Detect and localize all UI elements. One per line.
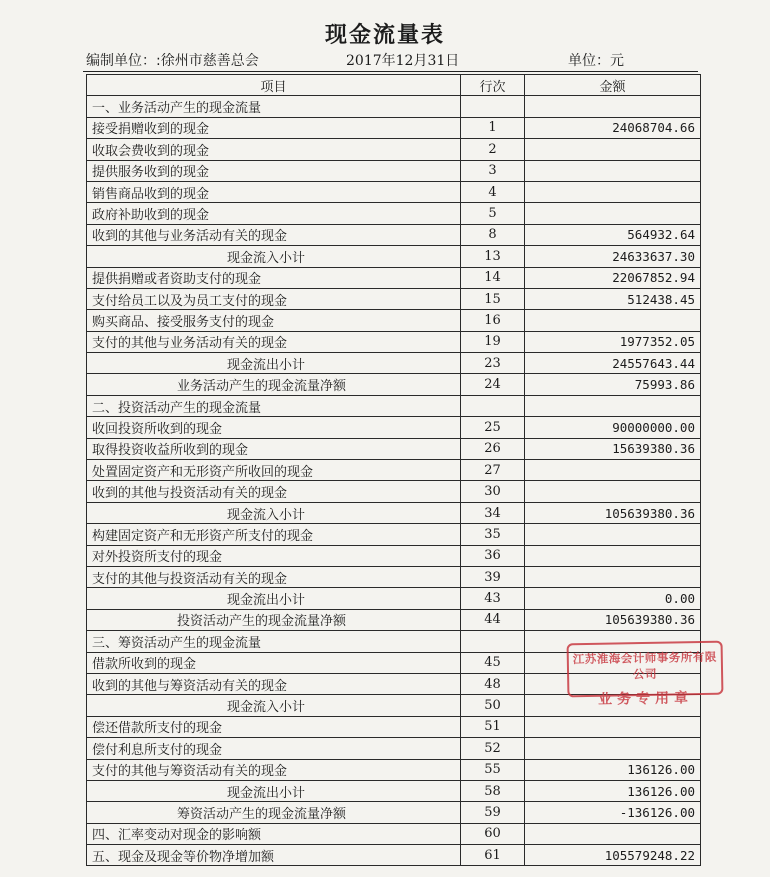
- row-line-number: 13: [461, 246, 525, 267]
- row-amount: [525, 524, 701, 545]
- row-line-number: 16: [461, 310, 525, 331]
- row-line-number: 15: [461, 288, 525, 309]
- row-line-number: 39: [461, 566, 525, 587]
- table-row: [87, 460, 701, 481]
- row-amount: 24633637.30: [525, 246, 701, 267]
- row-item-label: 三、筹资活动产生的现金流量: [87, 631, 461, 652]
- row-line-number: 45: [461, 652, 525, 673]
- row-line-number: 5: [461, 203, 525, 224]
- table-header-row: [87, 75, 701, 96]
- row-item-label: 收到的其他与业务活动有关的现金: [87, 224, 461, 245]
- row-item-label: 收到的其他与投资活动有关的现金: [87, 481, 461, 502]
- table-row: [87, 160, 701, 181]
- row-amount: [525, 460, 701, 481]
- row-line-number: 19: [461, 331, 525, 352]
- row-item-label: 支付给员工以及为员工支付的现金: [87, 288, 461, 309]
- row-amount: 105579248.22: [525, 845, 701, 866]
- table-row: [87, 374, 701, 395]
- row-amount: 75993.86: [525, 374, 701, 395]
- row-amount: 0.00: [525, 588, 701, 609]
- report-date: 2017年12月31日: [346, 53, 460, 69]
- row-line-number: 55: [461, 759, 525, 780]
- row-amount: 564932.64: [525, 224, 701, 245]
- table-row: [87, 588, 701, 609]
- table-row: [87, 759, 701, 780]
- stamp-purpose: 业务专用章: [597, 690, 694, 708]
- table-row: [87, 417, 701, 438]
- row-amount: 105639380.36: [525, 502, 701, 523]
- row-line-number: [461, 96, 525, 117]
- row-line-number: [461, 395, 525, 416]
- row-item-label: 对外投资所支付的现金: [87, 545, 461, 566]
- table-row: [87, 802, 701, 823]
- row-item-label: 现金流入小计: [87, 246, 461, 267]
- row-item-label: 借款所收到的现金: [87, 652, 461, 673]
- row-line-number: 34: [461, 502, 525, 523]
- table-row: [87, 224, 701, 245]
- row-item-label: 提供服务收到的现金: [87, 160, 461, 181]
- table-row: [87, 181, 701, 202]
- table-row: [87, 738, 701, 759]
- row-amount: 22067852.94: [525, 267, 701, 288]
- row-item-label: 偿还借款所支付的现金: [87, 716, 461, 737]
- table-row: [87, 353, 701, 374]
- table-row: [87, 438, 701, 459]
- currency-unit: 单位：元: [568, 53, 624, 69]
- row-amount: 136126.00: [525, 759, 701, 780]
- row-line-number: 50: [461, 695, 525, 716]
- row-item-label: 销售商品收到的现金: [87, 181, 461, 202]
- table-row: [87, 267, 701, 288]
- row-amount: [525, 181, 701, 202]
- table-row: [87, 288, 701, 309]
- row-item-label: 购买商品、接受服务支付的现金: [87, 310, 461, 331]
- row-line-number: 36: [461, 545, 525, 566]
- row-line-number: 26: [461, 438, 525, 459]
- table-row: [87, 609, 701, 630]
- row-item-label: 接受捐赠收到的现金: [87, 117, 461, 138]
- row-item-label: 收回投资所收到的现金: [87, 417, 461, 438]
- table-row: [87, 203, 701, 224]
- table-row: [87, 117, 701, 138]
- row-item-label: 现金流入小计: [87, 695, 461, 716]
- row-line-number: 51: [461, 716, 525, 737]
- row-amount: [525, 481, 701, 502]
- row-line-number: 43: [461, 588, 525, 609]
- row-item-label: 取得投资收益所收到的现金: [87, 438, 461, 459]
- row-amount: 24557643.44: [525, 353, 701, 374]
- company-seal-stamp: [567, 641, 724, 708]
- reporting-entity: 编制单位：:徐州市慈善总会: [86, 53, 259, 69]
- row-line-number: 3: [461, 160, 525, 181]
- row-line-number: 48: [461, 673, 525, 694]
- row-amount: [525, 738, 701, 759]
- row-amount: 24068704.66: [525, 117, 701, 138]
- row-item-label: 现金流出小计: [87, 780, 461, 801]
- row-amount: [525, 545, 701, 566]
- cash-flow-table: [86, 74, 701, 866]
- row-line-number: 2: [461, 139, 525, 160]
- row-item-label: 偿付利息所支付的现金: [87, 738, 461, 759]
- row-item-label: 现金流出小计: [87, 588, 461, 609]
- row-line-number: 14: [461, 267, 525, 288]
- stamp-company-name: 江苏淮海会计师事务所有限公司: [572, 649, 717, 682]
- row-line-number: 8: [461, 224, 525, 245]
- row-line-number: 35: [461, 524, 525, 545]
- table-row: [87, 823, 701, 844]
- table-row: [87, 395, 701, 416]
- row-amount: 136126.00: [525, 780, 701, 801]
- table-row: [87, 246, 701, 267]
- row-item-label: 构建固定资产和无形资产所支付的现金: [87, 524, 461, 545]
- table-body: [87, 96, 701, 866]
- row-amount: [525, 160, 701, 181]
- row-amount: [525, 566, 701, 587]
- row-line-number: 25: [461, 417, 525, 438]
- row-item-label: 支付的其他与业务活动有关的现金: [87, 331, 461, 352]
- row-amount: [525, 716, 701, 737]
- row-amount: 105639380.36: [525, 609, 701, 630]
- document-title: 现金流量表: [324, 23, 445, 48]
- table-row: [87, 716, 701, 737]
- header-line-no: 行次: [461, 75, 525, 96]
- table-row: [87, 310, 701, 331]
- row-item-label: 筹资活动产生的现金流量净额: [87, 802, 461, 823]
- header-rule: [83, 71, 698, 72]
- table-row: [87, 502, 701, 523]
- row-amount: [525, 139, 701, 160]
- row-item-label: 处置固定资产和无形资产所收回的现金: [87, 460, 461, 481]
- row-line-number: 61: [461, 845, 525, 866]
- row-amount: [525, 823, 701, 844]
- row-line-number: [461, 631, 525, 652]
- row-line-number: 23: [461, 353, 525, 374]
- table-row: [87, 331, 701, 352]
- row-line-number: 59: [461, 802, 525, 823]
- row-item-label: 支付的其他与投资活动有关的现金: [87, 566, 461, 587]
- row-line-number: 27: [461, 460, 525, 481]
- header-item: 项目: [87, 75, 461, 96]
- row-amount: 15639380.36: [525, 438, 701, 459]
- row-item-label: 收取会费收到的现金: [87, 139, 461, 160]
- table-row: [87, 845, 701, 866]
- row-item-label: 政府补助收到的现金: [87, 203, 461, 224]
- row-line-number: 4: [461, 181, 525, 202]
- header-amount: 金额: [525, 75, 701, 96]
- row-line-number: 60: [461, 823, 525, 844]
- row-item-label: 业务活动产生的现金流量净额: [87, 374, 461, 395]
- row-item-label: 收到的其他与筹资活动有关的现金: [87, 673, 461, 694]
- table-row: [87, 96, 701, 117]
- table-row: [87, 566, 701, 587]
- row-item-label: 五、现金及现金等价物净增加额: [87, 845, 461, 866]
- row-item-label: 支付的其他与筹资活动有关的现金: [87, 759, 461, 780]
- row-line-number: 44: [461, 609, 525, 630]
- row-item-label: 四、汇率变动对现金的影响额: [87, 823, 461, 844]
- table-row: [87, 481, 701, 502]
- row-item-label: 二、投资活动产生的现金流量: [87, 395, 461, 416]
- row-amount: 512438.45: [525, 288, 701, 309]
- row-amount: [525, 203, 701, 224]
- row-line-number: 52: [461, 738, 525, 759]
- row-item-label: 一、业务活动产生的现金流量: [87, 96, 461, 117]
- row-line-number: 30: [461, 481, 525, 502]
- table-row: [87, 545, 701, 566]
- table-row: [87, 139, 701, 160]
- row-amount: [525, 96, 701, 117]
- row-item-label: 投资活动产生的现金流量净额: [87, 609, 461, 630]
- row-line-number: 58: [461, 780, 525, 801]
- row-amount: [525, 310, 701, 331]
- row-item-label: 现金流入小计: [87, 502, 461, 523]
- row-item-label: 现金流出小计: [87, 353, 461, 374]
- row-amount: 1977352.05: [525, 331, 701, 352]
- row-line-number: 24: [461, 374, 525, 395]
- row-line-number: 1: [461, 117, 525, 138]
- row-amount: 90000000.00: [525, 417, 701, 438]
- row-amount: [525, 395, 701, 416]
- row-amount: -136126.00: [525, 802, 701, 823]
- table-row: [87, 780, 701, 801]
- table-row: [87, 524, 701, 545]
- row-item-label: 提供捐赠或者资助支付的现金: [87, 267, 461, 288]
